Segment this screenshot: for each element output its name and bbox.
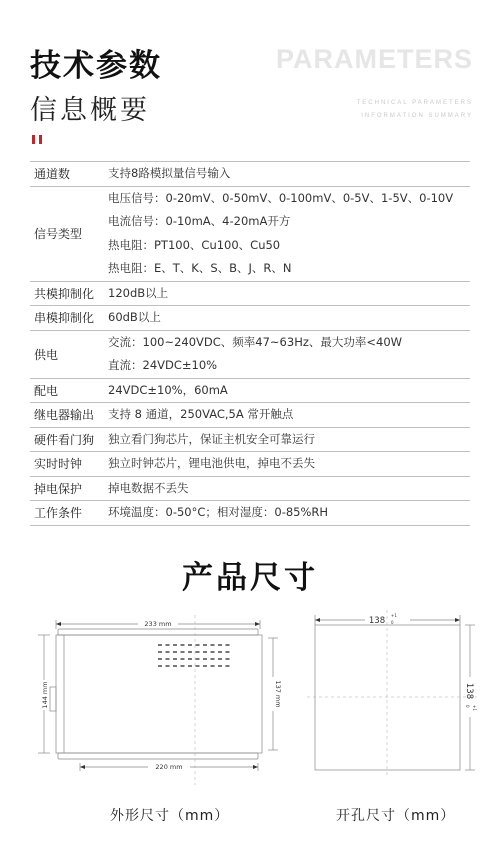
param-values — [108, 428, 470, 452]
param-row — [30, 306, 470, 331]
outline-caption: 外形尺寸（mm） — [110, 808, 230, 824]
param-value-line: 支持8路模拟量信号输入 — [108, 166, 231, 180]
param-label: 实时时钟 — [34, 457, 83, 472]
param-values — [108, 501, 470, 525]
param-value-line: 支持 8 通道，250VAC,5A 常开触点 — [108, 407, 294, 421]
param-label: 硬件看门狗 — [34, 432, 95, 447]
cutout-width-tol-plus: +1 — [391, 613, 397, 618]
param-value-line: 60dB以上 — [108, 310, 161, 324]
page-subtitle: 信息概要 — [30, 95, 150, 126]
flag-marker — [32, 135, 46, 144]
param-row — [30, 379, 470, 404]
outline-drawing — [20, 605, 280, 785]
param-values — [108, 403, 470, 427]
param-label: 掉电保护 — [34, 481, 83, 496]
param-value-line: 电压信号：0-20mV、0-50mV、0-100mV、0-5V、1-5V、0-10V — [108, 190, 454, 205]
cutout-drawing — [305, 605, 480, 780]
param-label: 配电 — [34, 383, 59, 398]
watermark-subtitle-1: TECHNICAL PARAMETERS — [356, 100, 473, 106]
param-values — [108, 452, 470, 476]
cutout-height-tol-zero: 0 — [465, 705, 470, 708]
param-row — [30, 477, 470, 502]
cutout-caption: 开孔尺寸（mm） — [336, 808, 456, 824]
cutout-height-label: 138 — [464, 682, 474, 700]
param-row — [30, 282, 470, 307]
param-row — [30, 452, 470, 477]
param-label: 通道数 — [34, 167, 71, 182]
dim-height-right: 137 mm — [274, 680, 282, 708]
param-row — [30, 501, 470, 526]
dim-height-left: 144 mm — [41, 681, 49, 709]
param-value-line: 热电阻：PT100、Cu100、Cu50 — [108, 237, 281, 252]
param-label: 供电 — [34, 347, 59, 362]
param-label: 信号类型 — [34, 227, 83, 241]
param-value-line: 交流：100~240VDC、频率47~63Hz、最大功率<40W — [108, 334, 403, 349]
param-value-line: 独立看门狗芯片，保证主机安全可靠运行 — [108, 431, 315, 446]
param-label: 继电器输出 — [34, 408, 95, 423]
param-value-line: 24VDC±10%，60mA — [108, 382, 228, 397]
cutout-height-tol-plus: +1 — [472, 705, 477, 711]
section-title-dimensions: 产品尺寸 — [182, 560, 318, 596]
param-value-line: 掉电数据不丢失 — [108, 480, 189, 495]
dim-width-bottom: 220 mm — [155, 763, 183, 771]
cutout-width-tol-zero: 0 — [391, 620, 394, 625]
watermark-title: PARAMETERS — [275, 44, 473, 74]
dim-width-top: 233 mm — [144, 620, 172, 628]
param-values — [108, 306, 470, 330]
param-label: 工作条件 — [34, 506, 83, 521]
param-value-line: 120dB以上 — [108, 285, 169, 300]
param-value-line: 热电阻：E、T、K、S、B、J、R、N — [108, 261, 292, 275]
param-values — [108, 282, 470, 306]
param-row — [30, 428, 470, 453]
param-row — [30, 187, 470, 282]
cutout-width-label: 138 — [368, 616, 386, 626]
watermark-subtitle-2: INFORMATION SUMMARY — [361, 113, 473, 119]
page-title: 技术参数 — [30, 48, 162, 84]
param-value-line: 环境温度：0-50°C；相对湿度：0-85%RH — [108, 505, 329, 519]
param-label: 串模抑制化 — [34, 311, 95, 326]
param-values — [108, 331, 470, 378]
parameters-table — [30, 161, 470, 526]
param-label: 共模抑制化 — [34, 286, 95, 301]
param-value-line: 直流：24VDC±10% — [108, 358, 218, 372]
param-row — [30, 403, 470, 428]
param-value-line: 电流信号：0-10mA、4-20mA开方 — [108, 214, 291, 228]
param-value-line: 独立时钟芯片，锂电池供电，掉电不丢失 — [108, 456, 315, 470]
param-values — [108, 162, 470, 186]
param-values — [108, 477, 470, 501]
param-row — [30, 331, 470, 379]
param-values — [108, 379, 470, 403]
param-row — [30, 162, 470, 187]
param-values — [108, 187, 470, 281]
